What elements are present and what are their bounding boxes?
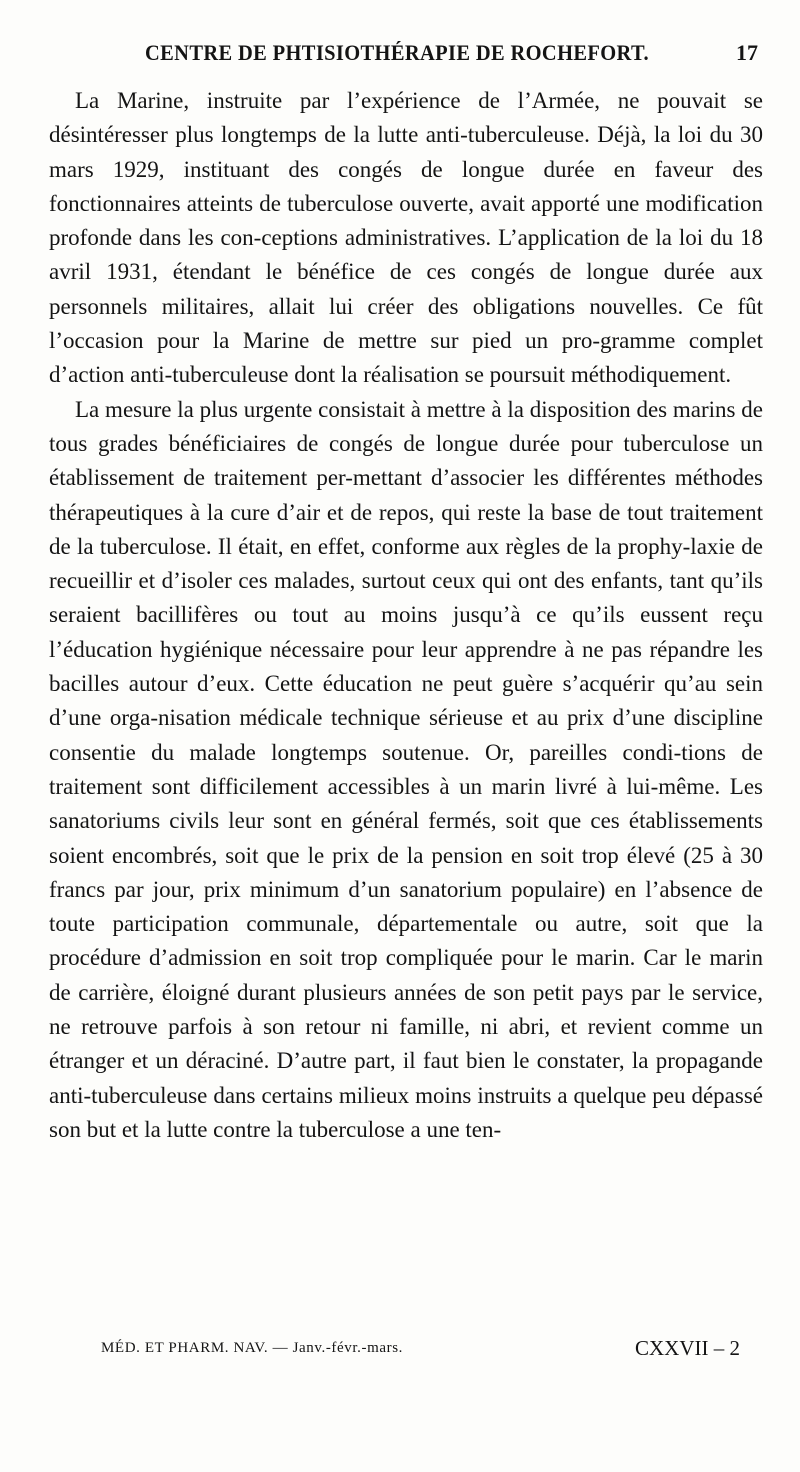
paragraph-2: La mesure la plus urgente consistait à mettre à la disposition des marins de tous grades bénéficiaires de congés de longue durée pour tuberculose un établissement de traitement per-mettant d’associer les différentes méthodes thérapeutiques à la cure d’air et de repos, qui reste la base de tout traitement de la tuberculose. Il était, en effet, conforme aux règles de la prophy-laxie de recueillir et d’isoler ces malades, surtout ceux qui ont des enfants, tant qu’ils seraient bacillifères ou tout au moins jusqu’à ce qu’ils eussent reçu l’éducation hygiénique nécessaire pour leur apprendre à ne pas répandre les bacilles autour d’eux. Cette éducation ne peut guère s’acquérir qu’au sein d’une orga-nisation médicale technique sérieuse et au prix d’une discipline consentie du malade longtemps soutenue. Or, pareilles condi-tions de traitement sont difficilement accessibles à un marin livré à lui-même. Les sanatoriums civils leur sont en général fermés, soit que ces établissements soient encombrés, soit que le prix de la pension en soit trop élevé (25 à 30 francs par jour, prix minimum d’un sanatorium populaire) en l’absence de toute participation communale, départementale ou autre, soit que la procédure d’admission en soit trop compliquée pour le marin. Car le marin de carrière, éloigné durant plusieurs années de son petit pays par le service, ne retrouve parfois à son retour ni famille, ni abri, et revient comme un étranger et un déraciné. D’autre part, il faut bien le constater, la propagande anti-tuberculeuse dans certains milieux moins instruits a quelque peu dépassé son but et la lutte contre la tuberculose a une ten-	[49, 396, 763, 1142]
signature-mark: CXXVII – 2	[635, 1336, 740, 1360]
running-header	[0, 40, 800, 70]
paragraph-1: La Marine, instruite par l’expérience de l’Armée, ne pouvait se désintéresser plus longtemps de la lutte anti-tuberculeuse. Déjà, la loi du 30 mars 1929, instituant des congés de longue durée en faveur des fonctionnaires atteints de tuberculose ouverte, avait apporté une modification profonde dans les con-ceptions administratives. L’application de la loi du 18 avril 1931, étendant le bénéfice de ces congés de longue durée aux personnels militaires, allait lui créer des obligations nouvelles. Ce fût l’occasion pour la Marine de mettre sur pied un pro-gramme complet d’action anti-tuberculeuse dont la réalisation se poursuit méthodiquement.	[49, 88, 763, 388]
journal-reference: MÉD. ET PHARM. NAV. — Janv.-févr.-mars.	[101, 1340, 404, 1356]
running-title: CENTRE DE PHTISIOTHÉRAPIE DE ROCHEFORT.	[145, 40, 649, 65]
page-number: 17	[736, 40, 758, 65]
page-footer	[0, 1336, 800, 1366]
body-text	[49, 84, 763, 1147]
